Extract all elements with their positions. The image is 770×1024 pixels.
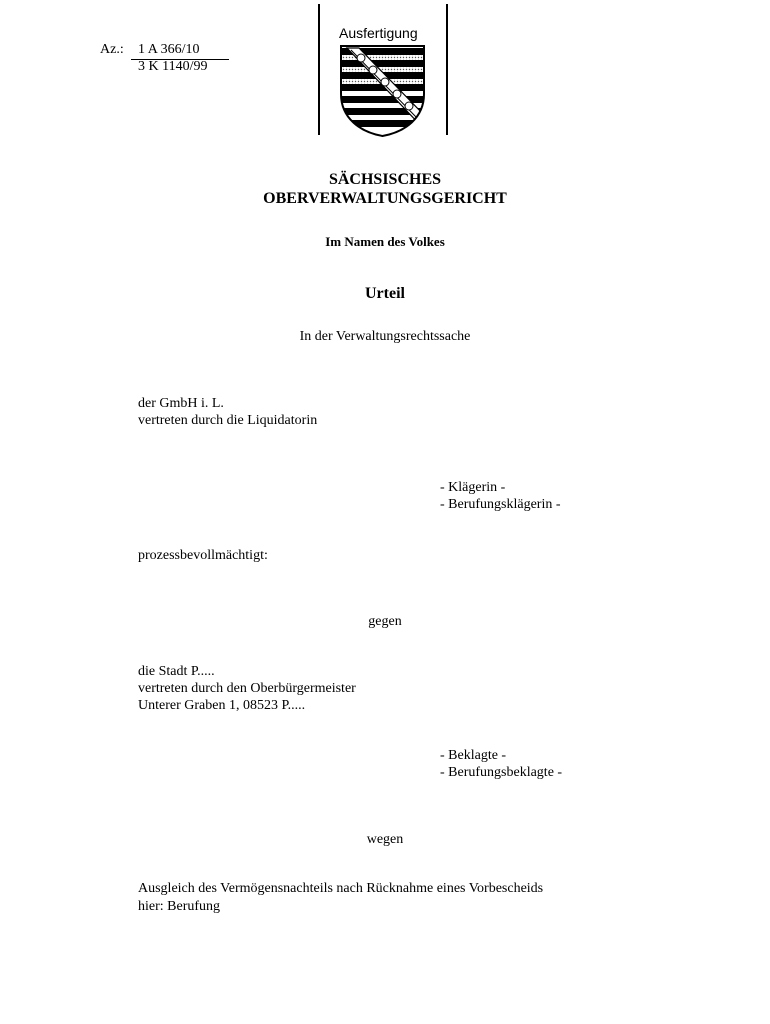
- defendant-role: - Beklagte -: [440, 748, 507, 763]
- subject-line-2: hier: Berufung: [138, 899, 221, 914]
- case-number-label: Az.:: [100, 42, 124, 57]
- plaintiff-representative: vertreten durch die Liquidatorin: [138, 413, 318, 428]
- seal-frame-left-line: [318, 4, 320, 135]
- document-title: Urteil: [365, 285, 405, 302]
- defendant-address: Unterer Graben 1, 08523 P.....: [138, 698, 306, 713]
- case-number-first-instance: 3 K 1140/99: [138, 59, 208, 74]
- court-name-line-2: OBERVERWALTUNGSGERICHT: [263, 190, 507, 207]
- case-number-appeal: 1 A 366/10: [138, 42, 200, 57]
- concerning-label: wegen: [366, 832, 404, 847]
- matter-intro: In der Verwaltungsrechtssache: [299, 329, 471, 344]
- plaintiff-appeal-role: - Berufungsklägerin -: [440, 497, 561, 512]
- court-name-line-1: SÄCHSISCHES: [328, 171, 442, 188]
- defendant-appeal-role: - Berufungsbeklagte -: [440, 765, 563, 780]
- versus-label: gegen: [368, 614, 402, 629]
- seal-frame-right-line: [446, 4, 448, 135]
- in-the-name-of-the-people: Im Namen des Volkes: [325, 234, 445, 249]
- copy-stamp: Ausfertigung: [339, 25, 418, 41]
- plaintiff-name: der GmbH i. L.: [138, 396, 224, 411]
- defendant-representative: vertreten durch den Oberbürgermeister: [138, 681, 356, 696]
- saxony-coat-of-arms-icon: [339, 44, 426, 138]
- subject-line-1: Ausgleich des Vermögensnachteils nach Rücknahme eines Vorbescheids: [138, 881, 544, 896]
- defendant-name: die Stadt P.....: [138, 664, 215, 679]
- counsel-label: prozessbevollmächtigt:: [138, 548, 268, 563]
- plaintiff-role: - Klägerin -: [440, 480, 506, 495]
